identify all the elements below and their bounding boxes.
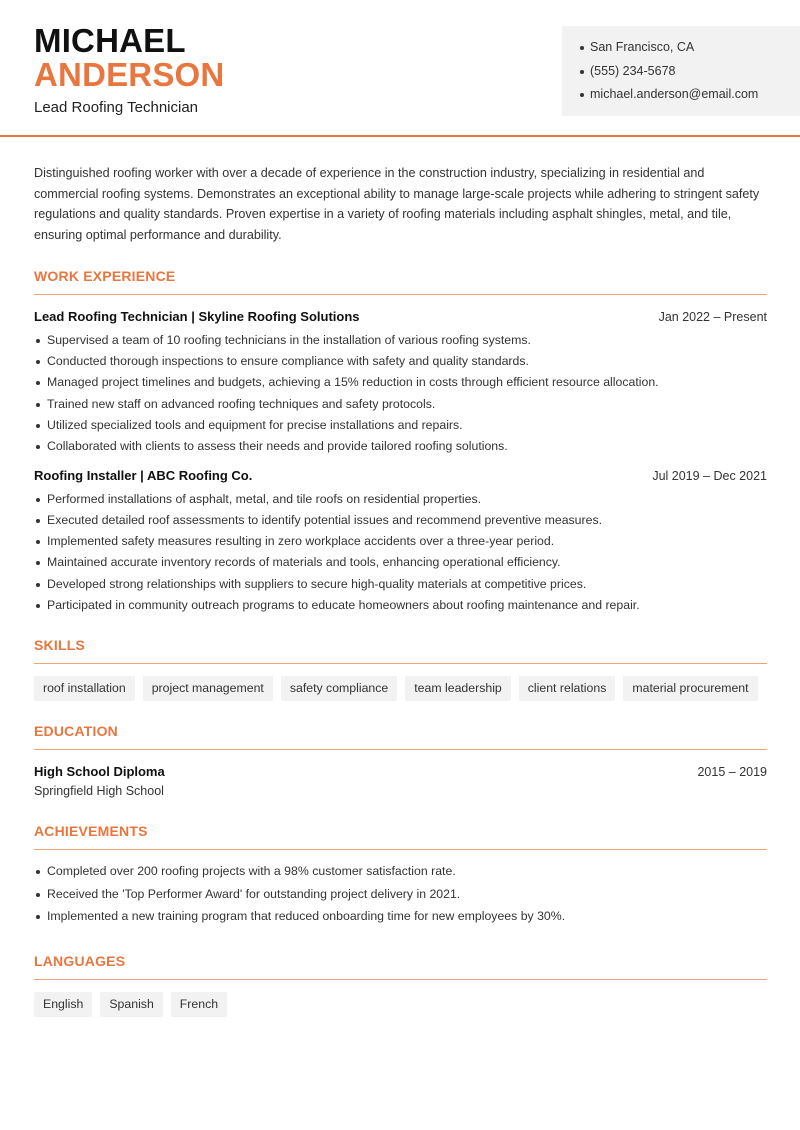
contact-box xyxy=(562,26,800,116)
language-tag: French xyxy=(171,992,227,1017)
list-item: Managed project timelines and budgets, achieving a 15% reduction in costs through efficient resource allocation. xyxy=(34,375,767,396)
job-entry xyxy=(34,468,767,620)
work-experience-section xyxy=(34,268,767,620)
section-divider xyxy=(34,979,767,980)
job-bullets xyxy=(34,492,767,620)
job-role: Roofing Installer | ABC Roofing Co. xyxy=(34,467,253,483)
languages-heading: LANGUAGES xyxy=(34,952,126,969)
bullet-icon xyxy=(580,70,584,74)
bullet-icon xyxy=(580,46,584,50)
list-item: Utilized specialized tools and equipment for precise installations and repairs. xyxy=(34,418,767,439)
contact-email: michael.anderson@email.com xyxy=(580,87,800,111)
section-divider xyxy=(34,663,767,664)
skills-tags xyxy=(34,676,767,701)
contact-phone: (555) 234-5678 xyxy=(580,64,800,88)
skill-tag: material procurement xyxy=(623,676,757,701)
school-name: Springfield High School xyxy=(34,784,164,799)
list-item: Received the 'Top Performer Award' for outstanding project delivery in 2021. xyxy=(34,887,767,910)
last-name: ANDERSON xyxy=(34,56,225,93)
language-tag: English xyxy=(34,992,92,1017)
list-item: Implemented safety measures resulting in zero workplace accidents over a three-year period. xyxy=(34,534,767,555)
skill-tag: project management xyxy=(143,676,273,701)
job-dates: Jul 2019 – Dec 2021 xyxy=(652,468,767,483)
resume-body xyxy=(34,163,767,1017)
language-tag: Spanish xyxy=(100,992,162,1017)
summary: Distinguished roofing worker with over a decade of experience in the construction industry, specializing in residential and commercial roofing systems. Demonstrates an exceptional ability to manage large-scale projects while adhering to stringent safety regulations and quality standards. Proven expertise in a variety of roofing materials including asphalt shingles, metal, and tile, ensuring optimal performance and durability. xyxy=(34,166,760,243)
skill-tag: team leadership xyxy=(405,676,511,701)
skill-tag: safety compliance xyxy=(281,676,397,701)
list-item: Supervised a team of 10 roofing technicians in the installation of various roofing systems. xyxy=(34,333,767,354)
skill-tag: client relations xyxy=(519,676,616,701)
section-divider xyxy=(34,294,767,295)
job-title: Lead Roofing Technician xyxy=(34,99,199,116)
list-item: Trained new staff on advanced roofing techniques and safety protocols. xyxy=(34,397,767,418)
education-dates: 2015 – 2019 xyxy=(697,765,767,780)
education-section xyxy=(34,723,767,798)
bullet-icon xyxy=(580,93,584,97)
first-name: MICHAEL xyxy=(34,22,186,59)
contact-location: San Francisco, CA xyxy=(580,40,800,64)
section-divider xyxy=(34,849,767,850)
list-item: Conducted thorough inspections to ensure compliance with safety and quality standards. xyxy=(34,354,767,375)
job-entry xyxy=(34,309,767,461)
achievements-heading: ACHIEVEMENTS xyxy=(34,823,148,840)
list-item: Executed detailed roof assessments to identify potential issues and recommend preventive measures. xyxy=(34,513,767,534)
list-item: Performed installations of asphalt, metal, and tile roofs on residential properties. xyxy=(34,492,767,513)
job-bullets xyxy=(34,333,767,461)
job-dates: Jan 2022 – Present xyxy=(658,309,767,324)
skills-heading: SKILLS xyxy=(34,637,85,654)
work-experience-heading: WORK EXPERIENCE xyxy=(34,267,176,284)
resume-header xyxy=(0,0,800,137)
skill-tag: roof installation xyxy=(34,676,135,701)
job-role: Lead Roofing Technician | Skyline Roofing Solutions xyxy=(34,308,360,324)
list-item: Collaborated with clients to assess their needs and provide tailored roofing solutions. xyxy=(34,439,767,460)
list-item: Participated in community outreach programs to educate homeowners about roofing maintenance and repair. xyxy=(34,598,767,619)
list-item: Maintained accurate inventory records of materials and tools, enhancing operational efficiency. xyxy=(34,555,767,576)
achievements-list xyxy=(34,864,767,932)
education-heading: EDUCATION xyxy=(34,723,118,740)
list-item: Developed strong relationships with suppliers to secure high-quality materials at competitive prices. xyxy=(34,577,767,598)
list-item: Implemented a new training program that reduced onboarding time for new employees by 30%. xyxy=(34,909,767,932)
languages-section xyxy=(34,953,767,1017)
degree: High School Diploma xyxy=(34,764,165,780)
list-item: Completed over 200 roofing projects with a 98% customer satisfaction rate. xyxy=(34,864,767,887)
achievements-section xyxy=(34,823,767,932)
skills-section xyxy=(34,637,767,701)
section-divider xyxy=(34,749,767,750)
language-tags xyxy=(34,992,767,1017)
